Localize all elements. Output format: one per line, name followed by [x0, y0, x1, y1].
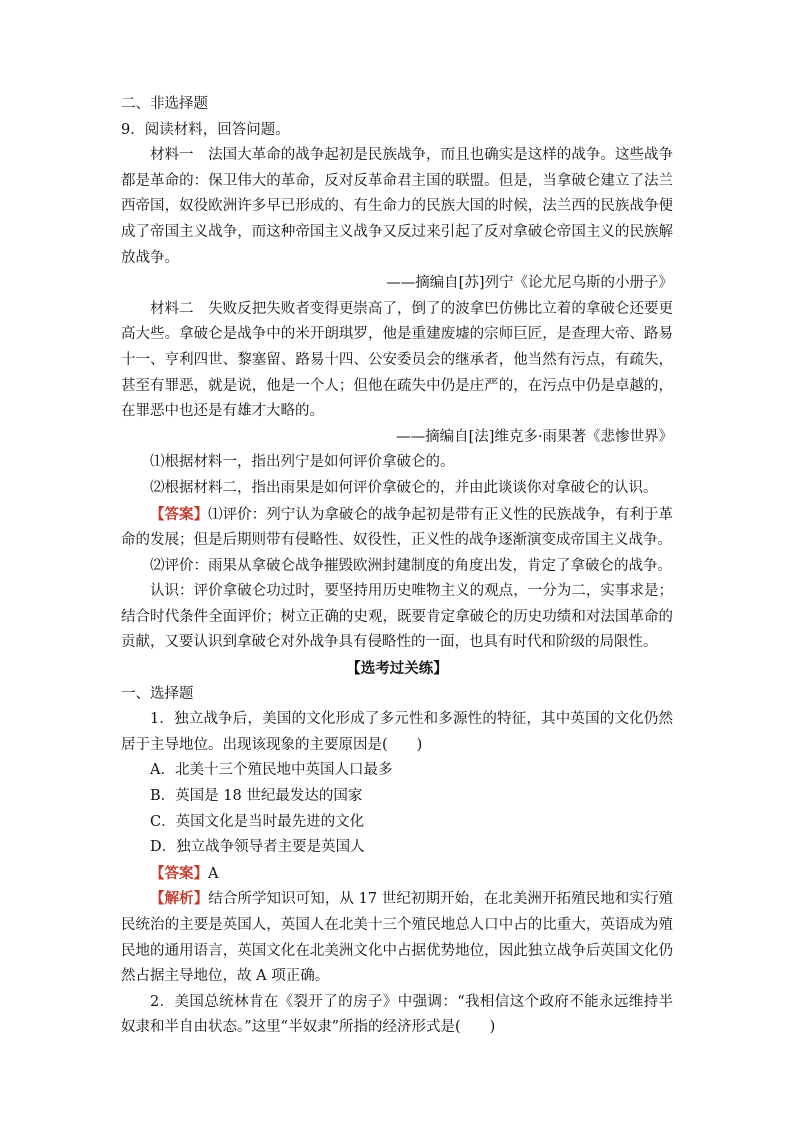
- document-page: [121, 92, 673, 1041]
- question-1-analysis: [121, 886, 673, 989]
- answer-tag: 【答案】: [150, 505, 209, 523]
- answer-tag: 【答案】: [150, 864, 208, 882]
- question-1-answer-value: A: [208, 865, 219, 882]
- practice-title: 【选考过关练】: [346, 660, 448, 678]
- question-1-analysis-text: 结合所学知识可知，从 17 世纪初期开始，在北美洲开拓殖民地和实行殖民统治的主要是英国人，英国人在北美十三个殖民地总人口中占的比重大，英语成为殖民地的通用语言，英国文化在北美洲文化中占据优势地位，因此独立战争后英国文化仍然占据主导地位，故 A 项正确。: [121, 891, 674, 985]
- question-1-option-d: D．独立战争领导者主要是英国人: [150, 839, 365, 856]
- material-1-source: ——摘编自[苏]列宁《论尤尼乌斯的小册子》: [386, 275, 673, 292]
- question-1-option-a: A．北美十三个殖民地中英国人口最多: [150, 762, 393, 779]
- material-1: [121, 143, 673, 271]
- answer-2-text: ⑵评价：雨果从拿破仑战争摧毁欧洲封建制度的角度出发，肯定了拿破仑的战争。: [150, 557, 672, 574]
- practice-heading: 一、选择题: [121, 685, 194, 702]
- material-2: [121, 297, 673, 425]
- material-2-source: ——摘编自[法]维克多·雨果著《悲惨世界》: [396, 428, 673, 445]
- material-1-label: 材料一: [150, 147, 194, 164]
- question-1-answer: [121, 861, 673, 887]
- question-1-option-b: B．英国是 18 世纪最发达的国家: [150, 788, 363, 805]
- answer-3-text: 认识：评价拿破仑功过时，要坚持用历史唯物主义的观点，一分为二，实事求是；结合时代条件全面评价；树立正确的史观，既要肯定拿破仑的历史功绩和对法国革命的贡献，又要认识到拿破仑对外战争具有侵略性的一面，也具有时代和阶级的局限性。: [121, 583, 673, 651]
- sub-question-1: ⑴根据材料一，指出列宁是如何评价拿破仑的。: [150, 454, 455, 471]
- section-heading: 二、非选择题: [121, 96, 208, 112]
- sub-question-2: ⑵根据材料二，指出雨果是如何评价拿破仑的，并由此谈谈你对拿破仑的认识。: [150, 479, 658, 496]
- material-2-text: 失败反把失败者变得更崇高了，倒了的波拿巴仿佛比立着的拿破仑还要更高大些。拿破仑是战争中的米开朗琪罗，他是重建废墟的宗师巨匠，是查理大帝、路易十一、亨利四世、黎塞留、路易十四、公安委员会的继承者，他当然有污点，有疏失，甚至有罪恶，就是说，他是一个人；但他在疏失中仍是庄严的，在污点中仍是卓越的，在罪恶中也还是有雄才大略的。: [121, 300, 674, 420]
- question-1-option-c: C．英国文化是当时最先进的文化: [150, 813, 365, 830]
- material-1-text: 法国大革命的战争起初是民族战争，而且也确实是这样的战争。这些战争都是革命的：保卫伟大的革命，反对反革命君主国的联盟。但是，当拿破仑建立了法兰西帝国，奴役欧洲许多早已形成的、有生命力的民族大国的时候，法兰西的民族战争便成了帝国主义战争，而这种帝国主义战争又反过来引起了反对拿破仑帝国主义的民族解放战争。: [121, 147, 674, 266]
- question-2-stem: 2．美国总统林肯在《裂开了的房子》中强调：“我相信这个政府不能永远维持半奴隶和半自由状态。”这里“半奴隶”所指的经济形式是( ): [121, 993, 673, 1036]
- answer-block-1: [121, 502, 673, 554]
- answer-1-text: ⑴评价：列宁认为拿破仑的战争起初是带有正义性的民族战争，有利于革命的发展；但是后期则带有侵略性、奴役性，正义性的战争逐渐演变成帝国主义战争。: [121, 506, 674, 549]
- question-9-stem: 9．阅读材料，回答问题。: [121, 121, 290, 138]
- question-1-stem: 1．独立战争后，美国的文化形成了多元性和多源性的特征，其中英国的文化仍然居于主导地位。出现该现象的主要原因是( ): [121, 711, 673, 753]
- material-2-label: 材料二: [150, 300, 194, 317]
- analysis-tag: 【解析】: [150, 890, 209, 908]
